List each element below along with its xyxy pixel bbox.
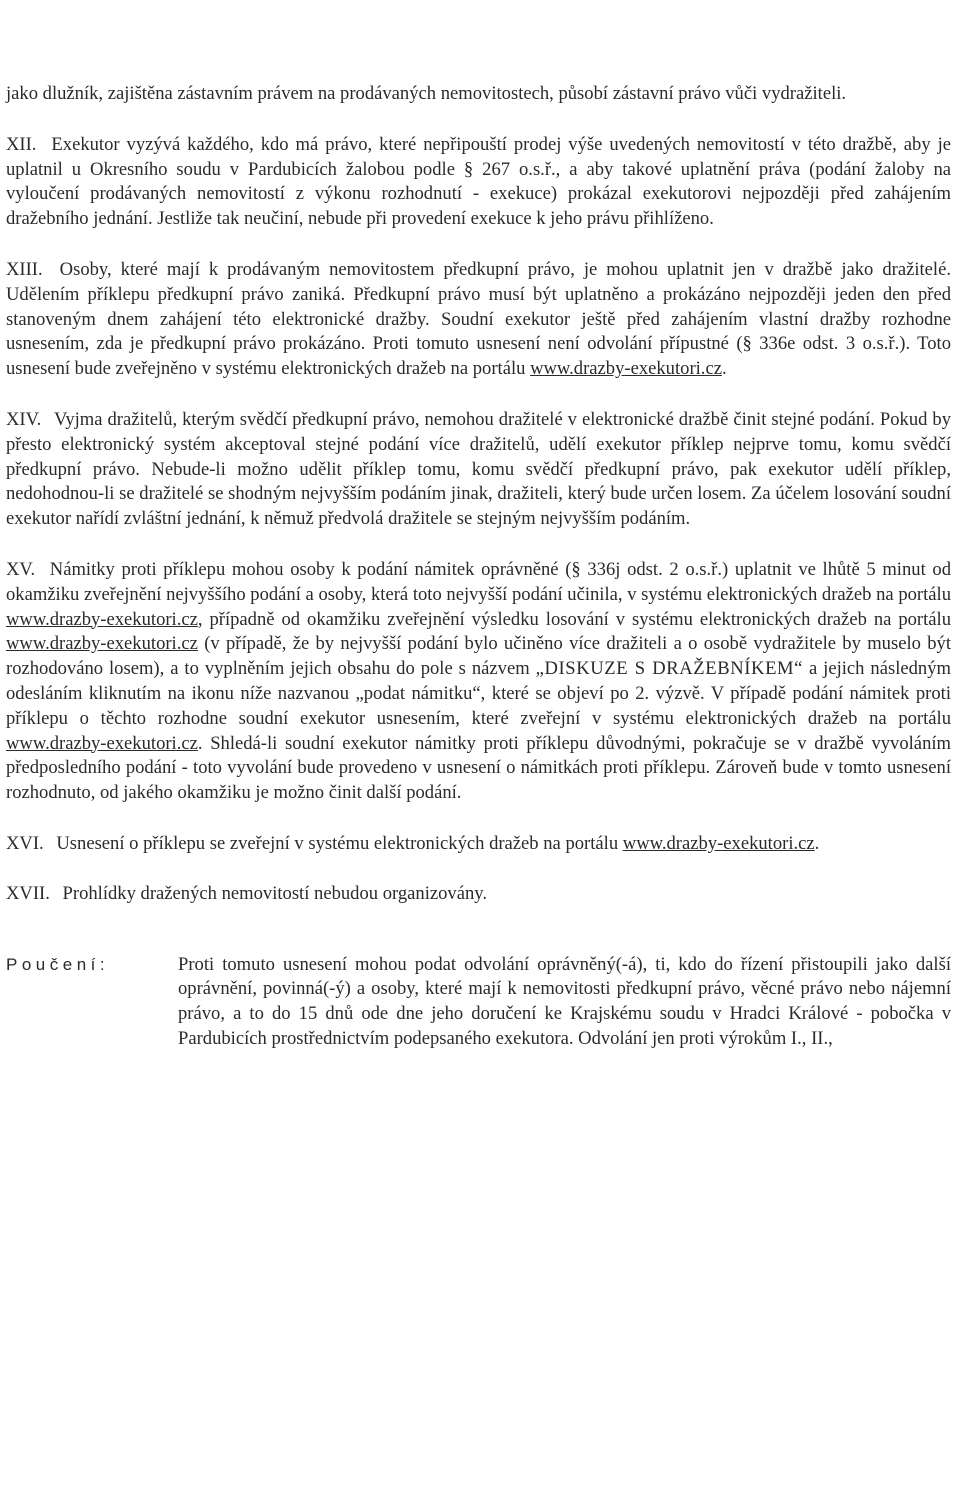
paragraph-xv-text-3: (v případě, že by nejvyšší podání bylo učiněno více dražiteli a o osobě vydražitele by muselo být rozhodováno losem), a to vyplněním jejich obsahu do pole s názvem	[6, 633, 951, 680]
field-name: „DISKUZE S DRAŽEBNÍKEM“	[535, 658, 804, 680]
document-page	[6, 82, 951, 1052]
paragraph-number: XII.	[6, 133, 37, 155]
portal-link[interactable]: www.drazby-exekutori.cz	[6, 608, 198, 630]
portal-link[interactable]: www.drazby-exekutori.cz	[530, 358, 722, 380]
portal-link[interactable]: www.drazby-exekutori.cz	[6, 732, 198, 754]
paragraph-xiv	[6, 408, 951, 532]
paragraph-xvii	[6, 882, 951, 907]
paragraph-number: XVI.	[6, 832, 44, 854]
paragraph-xv	[6, 558, 951, 806]
paragraph-xv-text-1: Námitky proti příklepu mohou osoby k podání námitek oprávněné (§ 336j odst. 2 o.s.ř.) uplatnit ve lhůtě 5 minut od okamžiku zveřejnění nejvyššího podání a osoby, která toto nejvyšší podání učinila, v systému elektronických dražeb na portálu	[6, 558, 951, 605]
portal-link[interactable]: www.drazby-exekutori.cz	[622, 832, 815, 854]
paragraph-xvi-text: Usnesení o příklepu se zveřejní v systému elektronických dražeb na portálu	[56, 832, 619, 854]
paragraph-xiii	[6, 258, 951, 382]
paragraph-number: XV.	[6, 558, 36, 580]
paragraph-number: XVII.	[6, 882, 50, 904]
paragraph-xvii-text: Prohlídky dražených nemovitostí nebudou organizovány.	[62, 882, 488, 904]
paragraph-xiv-text: Vyjma dražitelů, kterým svědčí předkupní právo, nemohou dražitelé v elektronické dražbě činit stejné podání. Pokud by přesto elektronický systém akceptoval stejné podání více dražitelů, udělí exekutor příklep nejprve tomu, komu svědčí předkupní právo. Nebude-li možno udělit příklep tomu, komu svědčí předkupní právo, pak exekutor udělí příklep, nedohodnou-li se dražitelé se shodným nejvyšším podáním jinak, dražiteli, který bude určen losem. Za účelem losování soudní exekutor nařídí zvláštní jednání, k němuž předvolá dražitele se stejným nejvyšším podáním.	[6, 408, 951, 530]
paragraph-xv-text-5: . Shledá-li soudní exekutor námitky proti příklepu důvodnými, pokračuje se v dražbě vyvoláním předposledního podání - toto vyvolání bude provedeno v usnesení o námitkách proti příklepu. Zároveň bude v tomto usnesení rozhodnuto, od jakého okamžiku je možno činit další podání.	[6, 732, 951, 804]
portal-link[interactable]: www.drazby-exekutori.cz	[6, 633, 198, 655]
paragraph-xii-text: Exekutor vyzývá každého, kdo má právo, které nepřipouští prodej výše uvedených nemovitostí v této dražbě, aby je uplatnil u Okresního soudu v Pardubicích žalobou podle § 267 o.s.ř., a aby takové uplatnění práva (podání žaloby na vyloučení prodávaných nemovitostí z výkonu rozhodnutí - exekuce) prokázal exekutorovi nejpozději před zahájením dražebního jednání. Jestliže tak neučiní, nebude při provedení exekuce k jeho právu přihlíženo.	[6, 133, 951, 230]
paragraph-xv-text-2: , případně od okamžiku zveřejnění výsledku losování v systému elektronických dražeb na portálu	[197, 608, 951, 630]
paragraph-xv-text-4: a jejich následným odesláním kliknutím na ikonu níže nazvanou „podat námitku“, které se objeví po 2. výzvě. V případě podání námitek proti příklepu o těchto rozhodne soudní exekutor usnesením, které zveřejní v systému elektronických dražeb na portálu	[6, 658, 951, 729]
notice-label: Poučení:	[6, 954, 110, 974]
paragraph-intro-text: jako dlužník, zajištěna zástavním právem na prodávaných nemovitostech, působí zástavní právo vůči vydražiteli.	[6, 83, 847, 104]
paragraph-xii	[6, 133, 951, 232]
paragraph-xvi	[6, 832, 951, 857]
paragraph-number: XIV.	[6, 408, 42, 430]
paragraph-intro	[6, 82, 951, 107]
paragraph-number: XIII.	[6, 258, 43, 280]
paragraph-xiii-text: Osoby, které mají k prodávaným nemovitostem předkupní právo, je mohou uplatnit jen v dražbě jako dražitelé. Udělením příklepu předkupní právo zaniká. Předkupní právo musí být uplatněno a prokázáno nejpozději jeden den před stanoveným dnem zahájení této elektronické dražby. Soudní exekutor ještě před zahájením vlastní dražby rozhodne usnesením, zda je předkupní právo prokázáno. Proti tomuto usnesení není odvolání přípustné (§ 336e odst. 3 o.s.ř.). Toto usnesení bude zveřejněno v systému elektronických dražeb na portálu	[6, 258, 951, 380]
paragraph-xvi-end: .	[814, 832, 820, 854]
paragraph-xiii-end: .	[721, 358, 727, 380]
notice-text: Proti tomuto usnesení mohou podat odvolání oprávněný(-á), ti, kdo do řízení přistoupili jako další oprávnění, povinná(-ý) a osoby, které mají k nemovitosti předkupní právo, věcné právo nebo nájemní právo, a to do 15 dnů ode dne jeho doručení ke Krajskému soudu v Hradci Králové - pobočka v Pardubicích prostřednictvím podepsaného exekutora. Odvolání jen proti výrokům I., II.,	[178, 953, 951, 1049]
notice-section	[6, 953, 951, 1052]
